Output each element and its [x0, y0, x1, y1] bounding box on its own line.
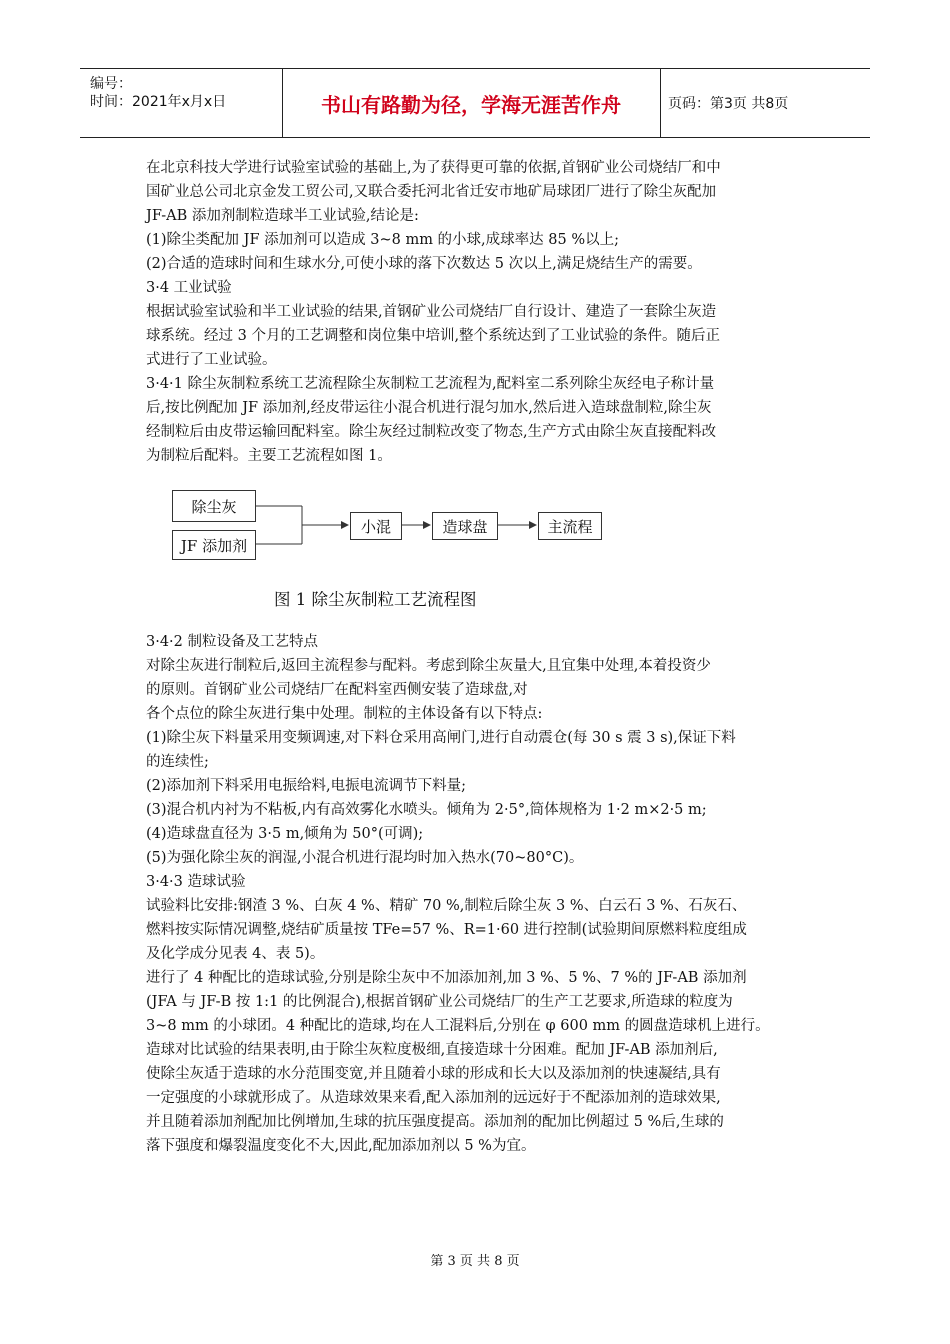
- header-page-info: 页码：第3页 共8页: [668, 96, 789, 112]
- box-main-process: 主流程: [538, 512, 602, 540]
- paragraph-line: 并且随着添加剂配加比例增加,生球的抗压强度提高。添加剂的配加比例超过 5 %后,生球的: [146, 1114, 724, 1130]
- header-left-cell: [80, 69, 283, 137]
- body-text-top: [146, 156, 826, 468]
- paragraph-line: (3)混合机内衬为不粘板,内有高效雾化水喷头。倾角为 2·5°,筒体规格为 1·2 m×2·5 m;: [146, 802, 707, 818]
- section-heading: 3·4·2 制粒设备及工艺特点: [146, 634, 319, 650]
- paragraph-line: 进行了 4 种配比的造球试验,分别是除尘灰中不加添加剂,加 3 %、5 %、7 %的 JF-AB 添加剂: [146, 970, 747, 986]
- process-flow-diagram: [170, 488, 610, 560]
- section-heading: 3·4·3 造球试验: [146, 874, 246, 890]
- paragraph-line: 一定强度的小球就形成了。从造球效果来看,配入添加剂的远远好于不配添加剂的造球效果,: [146, 1090, 721, 1106]
- paragraph-line: 国矿业总公司北京金发工贸公司,又联合委托河北省迁安市地矿局球团厂进行了除尘灰配加: [146, 184, 717, 200]
- figure-caption: 图 1 除尘灰制粒工艺流程图: [274, 590, 477, 609]
- paragraph-line: 为制粒后配料。主要工艺流程如图 1。: [146, 448, 392, 464]
- page-header: [80, 68, 870, 138]
- box-additive: JF 添加剂: [172, 530, 256, 560]
- paragraph-line: 根据试验室试验和半工业试验的结果,首钢矿业公司烧结厂自行设计、建造了一套除尘灰造: [146, 304, 717, 320]
- paragraph-line: 经制粒后由皮带运输回配料室。除尘灰经过制粒改变了物态,生产方式由除尘灰直接配料改: [146, 424, 717, 440]
- paragraph-line: 及化学成分见表 4、表 5)。: [146, 946, 325, 962]
- header-motto: 书山有路勤为径，学海无涯苦作舟: [282, 69, 661, 137]
- paragraph-line: 的连续性;: [146, 754, 209, 770]
- paragraph-line: 在北京科技大学进行试验室试验的基础上,为了获得更可靠的依据,首钢矿业公司烧结厂和中: [146, 160, 721, 176]
- section-heading: 3·4 工业试验: [146, 280, 232, 296]
- paragraph-line: (JFA 与 JF-B 按 1:1 的比例混合),根据首钢矿业公司烧结厂的生产工艺要求,所造球的粒度为: [146, 994, 733, 1010]
- box-disc: 造球盘: [432, 512, 498, 540]
- document-number-label: 编号：: [90, 76, 132, 92]
- paragraph-line: 的原则。首钢矿业公司烧结厂在配料室西侧安装了造球盘,对: [146, 682, 528, 698]
- paragraph-line: 试验料比安排:钢渣 3 %、白灰 4 %、精矿 70 %,制粒后除尘灰 3 %、白云石 3 %、石灰石、: [146, 898, 747, 914]
- paragraph-line: JF-AB 添加剂制粒造球半工业试验,结论是:: [146, 208, 419, 224]
- paragraph-line: 后,按比例配加 JF 添加剂,经皮带运往小混合机进行混匀加水,然后进入造球盘制粒,除尘灰: [146, 400, 712, 416]
- document-time-label: 时间：2021年x月x日: [90, 94, 227, 110]
- paragraph-line: 使除尘灰适于造球的水分范围变宽,并且随着小球的形成和长大以及添加剂的快速凝结,具有: [146, 1066, 721, 1082]
- box-dust: 除尘灰: [172, 490, 256, 522]
- paragraph-line: 3~8 mm 的小球团。4 种配比的造球,均在人工混料后,分别在 φ 600 mm 的圆盘造球机上进行。: [146, 1018, 770, 1034]
- paragraph-line: 球系统。经过 3 个月的工艺调整和岗位集中培训,整个系统达到了工业试验的条件。随后正: [146, 328, 721, 344]
- paragraph-line: (2)添加剂下料采用电振给料,电振电流调节下料量;: [146, 778, 467, 794]
- paragraph-line: 各个点位的除尘灰进行集中处理。制粒的主体设备有以下特点:: [146, 706, 543, 722]
- paragraph-line: 对除尘灰进行制粒后,返回主流程参与配料。考虑到除尘灰量大,且宜集中处理,本着投资少: [146, 658, 711, 674]
- page-footer: 第 3 页 共 8 页: [430, 1254, 520, 1269]
- paragraph-line: (5)为强化除尘灰的润湿,小混合机进行混均时加入热水(70~80°C)。: [146, 850, 584, 866]
- paragraph-line: (2)合适的造球时间和生球水分,可使小球的落下次数达 5 次以上,满足烧结生产的需要。: [146, 256, 702, 272]
- paragraph-line: (1)除尘灰下料量采用变频调速,对下料仓采用高闸门,进行自动震仓(每 30 s 震 3 s),保证下料: [146, 730, 736, 746]
- box-mixer: 小混: [350, 512, 402, 540]
- paragraph-line: 3·4·1 除尘灰制粒系统工艺流程除尘灰制粒工艺流程为,配料室二系列除尘灰经电子称计量: [146, 376, 715, 392]
- paragraph-line: (4)造球盘直径为 3·5 m,倾角为 50°(可调);: [146, 826, 424, 842]
- paragraph-line: 造球对比试验的结果表明,由于除尘灰粒度极细,直接造球十分困难。配加 JF-AB 添加剂后,: [146, 1042, 718, 1058]
- paragraph-line: 落下强度和爆裂温度变化不大,因此,配加添加剂以 5 %为宜。: [146, 1138, 536, 1154]
- paragraph-line: (1)除尘类配加 JF 添加剂可以造成 3~8 mm 的小球,成球率达 85 %以上;: [146, 232, 619, 248]
- paragraph-line: 燃料按实际情况调整,烧结矿质量按 TFe=57 %、R=1·60 进行控制(试验期间原燃料粒度组成: [146, 922, 747, 938]
- paragraph-line: 式进行了工业试验。: [146, 352, 277, 368]
- body-text-bottom: [146, 630, 836, 1158]
